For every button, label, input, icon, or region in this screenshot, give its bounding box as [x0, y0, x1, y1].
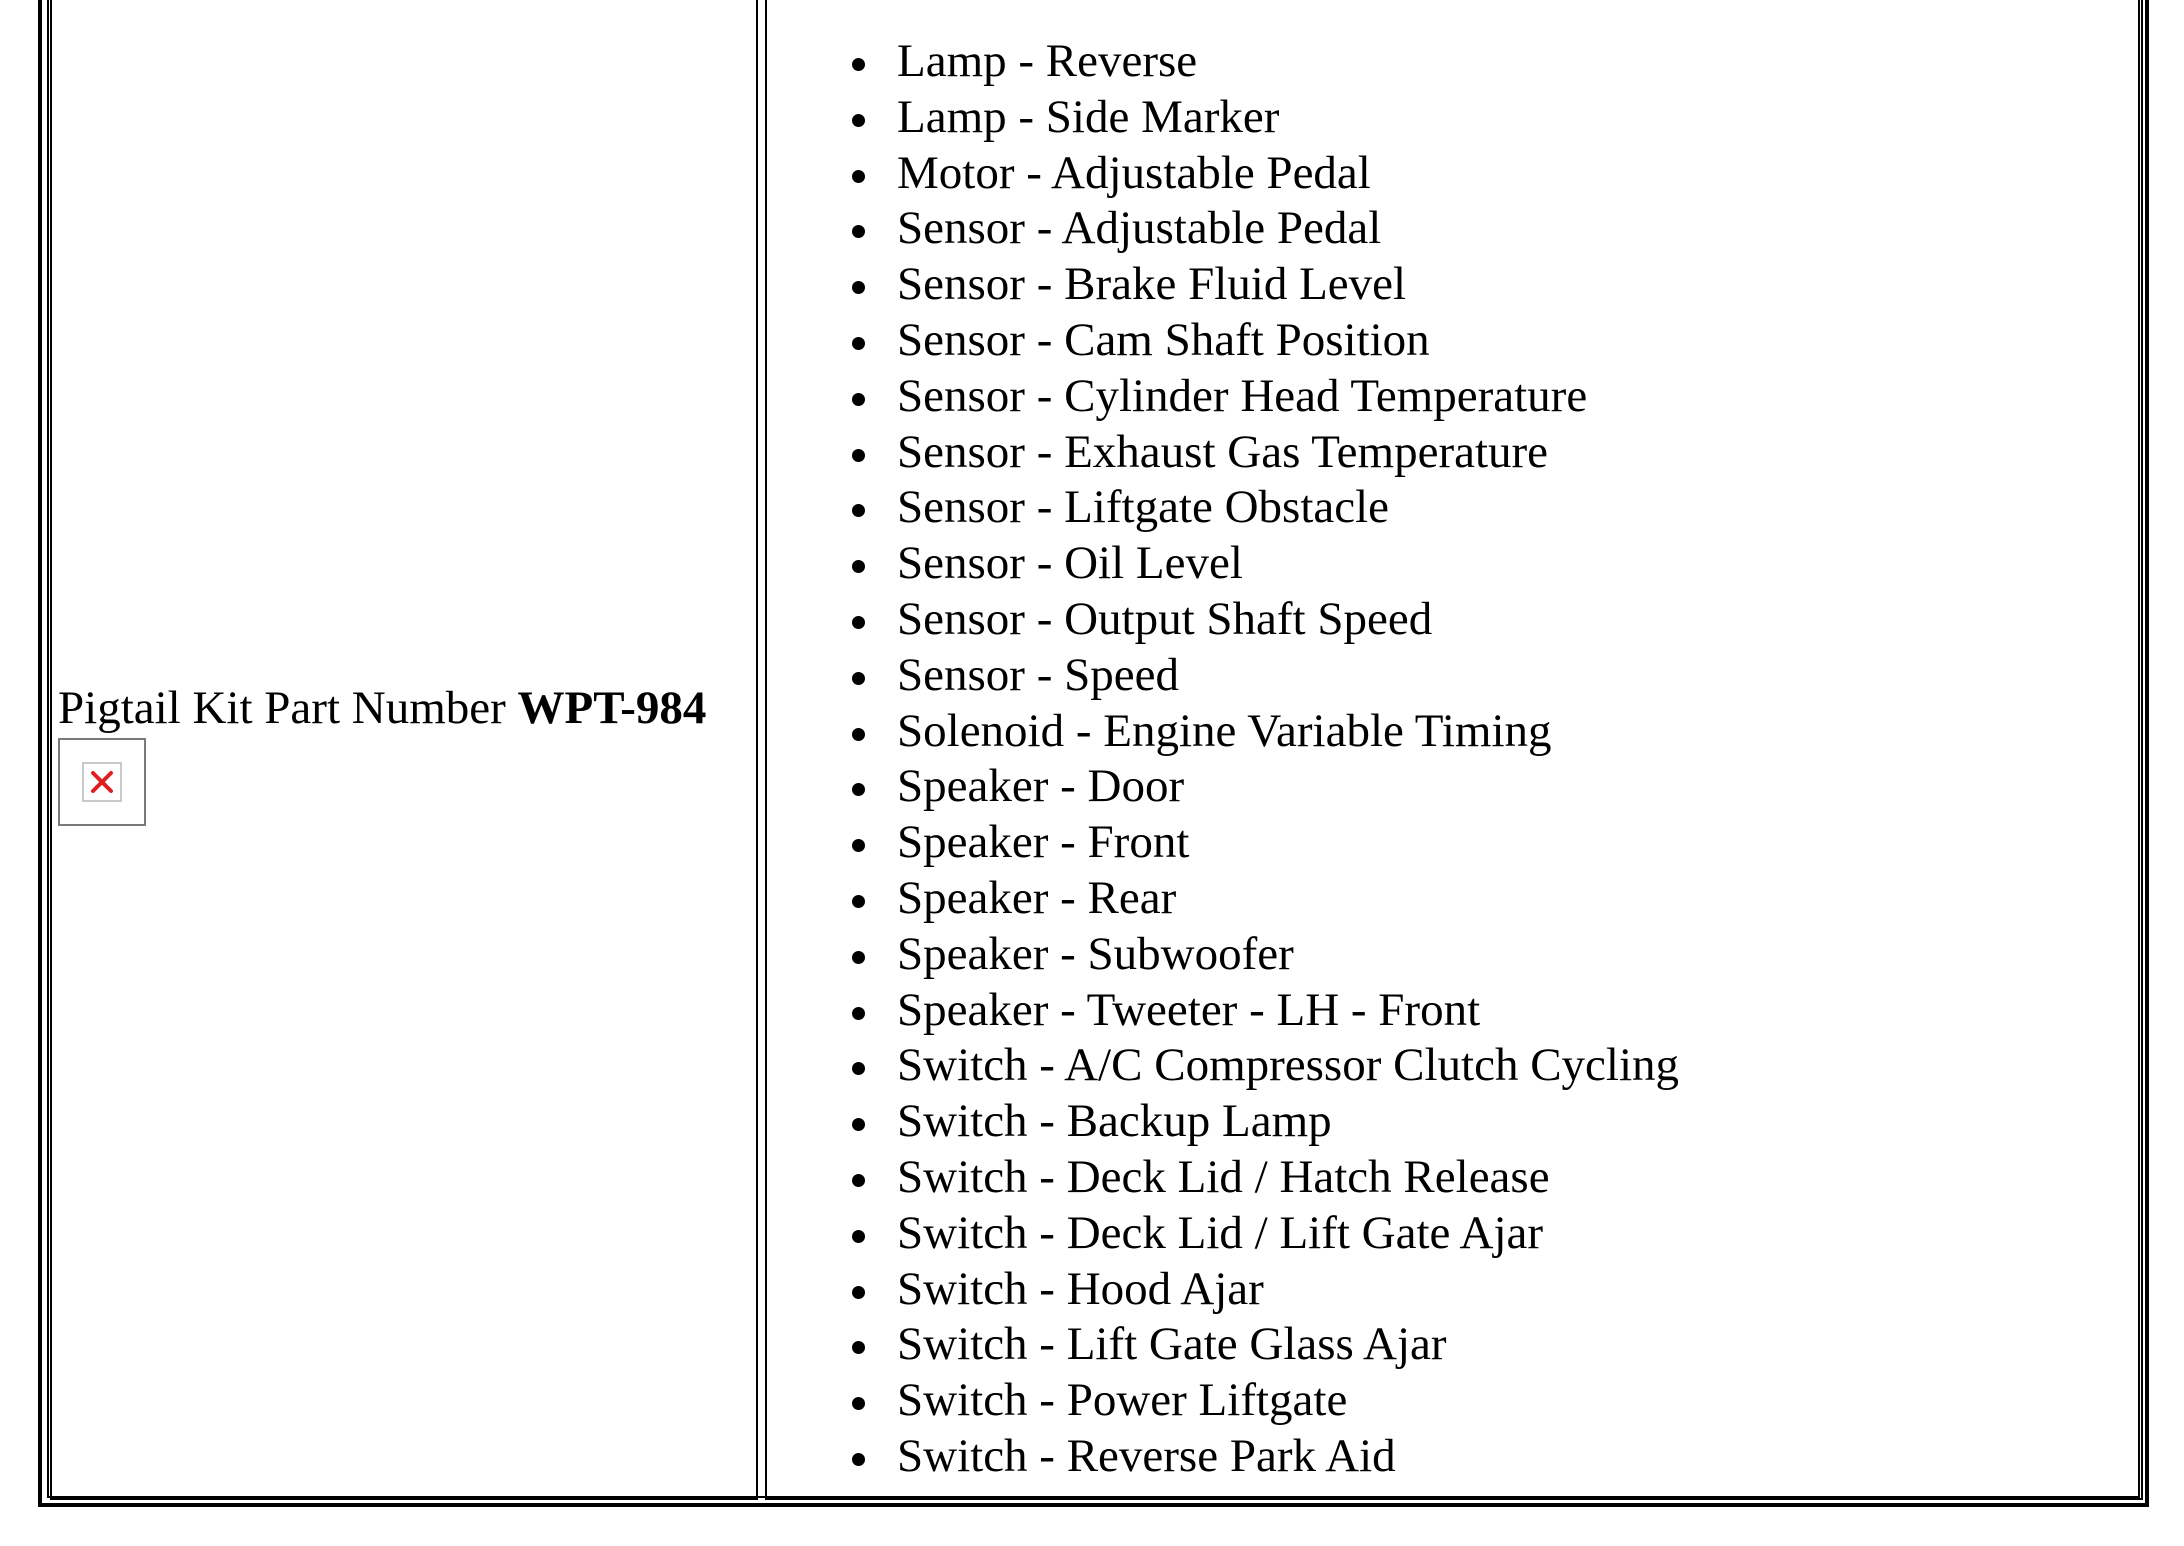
bullet-icon: [852, 504, 865, 517]
bullet-icon: [852, 1341, 865, 1354]
list-item-text: Sensor - Cam Shaft Position: [897, 313, 1430, 366]
list-item-text: Lamp - Side Marker: [897, 90, 1280, 143]
bullet-icon: [852, 1286, 865, 1299]
bullet-icon: [852, 1118, 865, 1131]
list-item-text: Switch - Power Liftgate: [897, 1374, 1348, 1427]
list-item: [767, 257, 2141, 313]
list-item: [767, 592, 2141, 648]
list-item: [767, 983, 2141, 1039]
bullet-icon: [852, 839, 865, 852]
list-item-text: Sensor - Speed: [897, 648, 1179, 701]
bullet-icon: [852, 672, 865, 685]
list-item-text: Speaker - Door: [897, 760, 1185, 813]
list-item: [767, 1206, 2141, 1262]
list-item-text: Speaker - Rear: [897, 871, 1177, 924]
list-item-text: Sensor - Liftgate Obstacle: [897, 481, 1390, 534]
list-item: [767, 425, 2141, 481]
list-item-text: Speaker - Subwoofer: [897, 927, 1294, 980]
list-item-text: Sensor - Cylinder Head Temperature: [897, 369, 1588, 422]
kit-cell: [50, 0, 758, 1500]
kit-label-block: [58, 680, 758, 826]
list-item: [767, 369, 2141, 425]
list-item: [767, 536, 2141, 592]
list-item-text: Speaker - Tweeter - LH - Front: [897, 983, 1481, 1036]
bullet-icon: [852, 895, 865, 908]
list-item: [767, 146, 2141, 202]
list-item-text: Switch - Lift Gate Glass Ajar: [897, 1318, 1447, 1371]
bullet-icon: [852, 281, 865, 294]
bullet-icon: [852, 1062, 865, 1075]
list-item-text: Switch - Reverse Park Aid: [897, 1429, 1396, 1482]
list-item-text: Switch - Hood Ajar: [897, 1262, 1264, 1315]
list-item: [767, 313, 2141, 369]
list-item: [767, 1373, 2141, 1429]
list-item: [767, 201, 2141, 257]
bullet-icon: [852, 1397, 865, 1410]
list-item: [767, 1094, 2141, 1150]
list-item-text: Sensor - Exhaust Gas Temperature: [897, 425, 1549, 478]
bullet-icon: [852, 1007, 865, 1020]
list-item: [767, 1317, 2141, 1373]
bullet-icon: [852, 728, 865, 741]
list-item-text: Speaker - Front: [897, 816, 1190, 869]
list-item: [767, 480, 2141, 536]
bullet-icon: [852, 225, 865, 238]
bullet-icon: [852, 951, 865, 964]
red-x-icon: [84, 764, 120, 800]
list-item-text: Switch - Backup Lamp: [897, 1095, 1332, 1148]
list-item: [767, 704, 2141, 760]
list-item: [767, 34, 2141, 90]
list-item: [767, 648, 2141, 704]
list-item-text: Solenoid - Engine Variable Timing: [897, 704, 1552, 757]
bullet-icon: [852, 1230, 865, 1243]
bullet-icon: [852, 1453, 865, 1466]
list-item: [767, 1038, 2141, 1094]
broken-image-frame: [82, 762, 122, 802]
list-item: [767, 1262, 2141, 1318]
list-item-text: Switch - Deck Lid / Lift Gate Ajar: [897, 1206, 1544, 1259]
kit-label-prefix: Pigtail Kit Part Number: [58, 682, 518, 734]
bullet-icon: [852, 616, 865, 629]
list-item: [767, 927, 2141, 983]
list-item: [767, 759, 2141, 815]
bullet-icon: [852, 783, 865, 796]
bullet-icon: [852, 1174, 865, 1187]
list-item-text: Switch - A/C Compressor Clutch Cycling: [897, 1039, 1680, 1092]
list-item-text: Sensor - Output Shaft Speed: [897, 592, 1433, 645]
list-item-text: Switch - Deck Lid / Hatch Release: [897, 1150, 1550, 1203]
list-item-text: Sensor - Brake Fluid Level: [897, 258, 1407, 311]
list-item-text: Motor - Adjustable Pedal: [897, 146, 1371, 199]
list-item: [767, 1150, 2141, 1206]
bullet-icon: [852, 170, 865, 183]
kit-label: [58, 680, 758, 736]
list-item: [767, 871, 2141, 927]
applications-cell: [765, 0, 2143, 1500]
bullet-icon: [852, 58, 865, 71]
bullet-icon: [852, 114, 865, 127]
bullet-icon: [852, 449, 865, 462]
bullet-icon: [852, 393, 865, 406]
applications-list: [767, 34, 2141, 1485]
list-item-text: Sensor - Adjustable Pedal: [897, 202, 1382, 255]
broken-image-icon: [58, 738, 146, 826]
list-item-text: Sensor - Oil Level: [897, 537, 1243, 590]
bullet-icon: [852, 560, 865, 573]
bullet-icon: [852, 337, 865, 350]
list-item: [767, 1429, 2141, 1485]
list-item: [767, 90, 2141, 146]
kit-part-number: WPT-984: [517, 682, 707, 734]
list-item: [767, 815, 2141, 871]
list-item-text: Lamp - Reverse: [897, 35, 1198, 87]
